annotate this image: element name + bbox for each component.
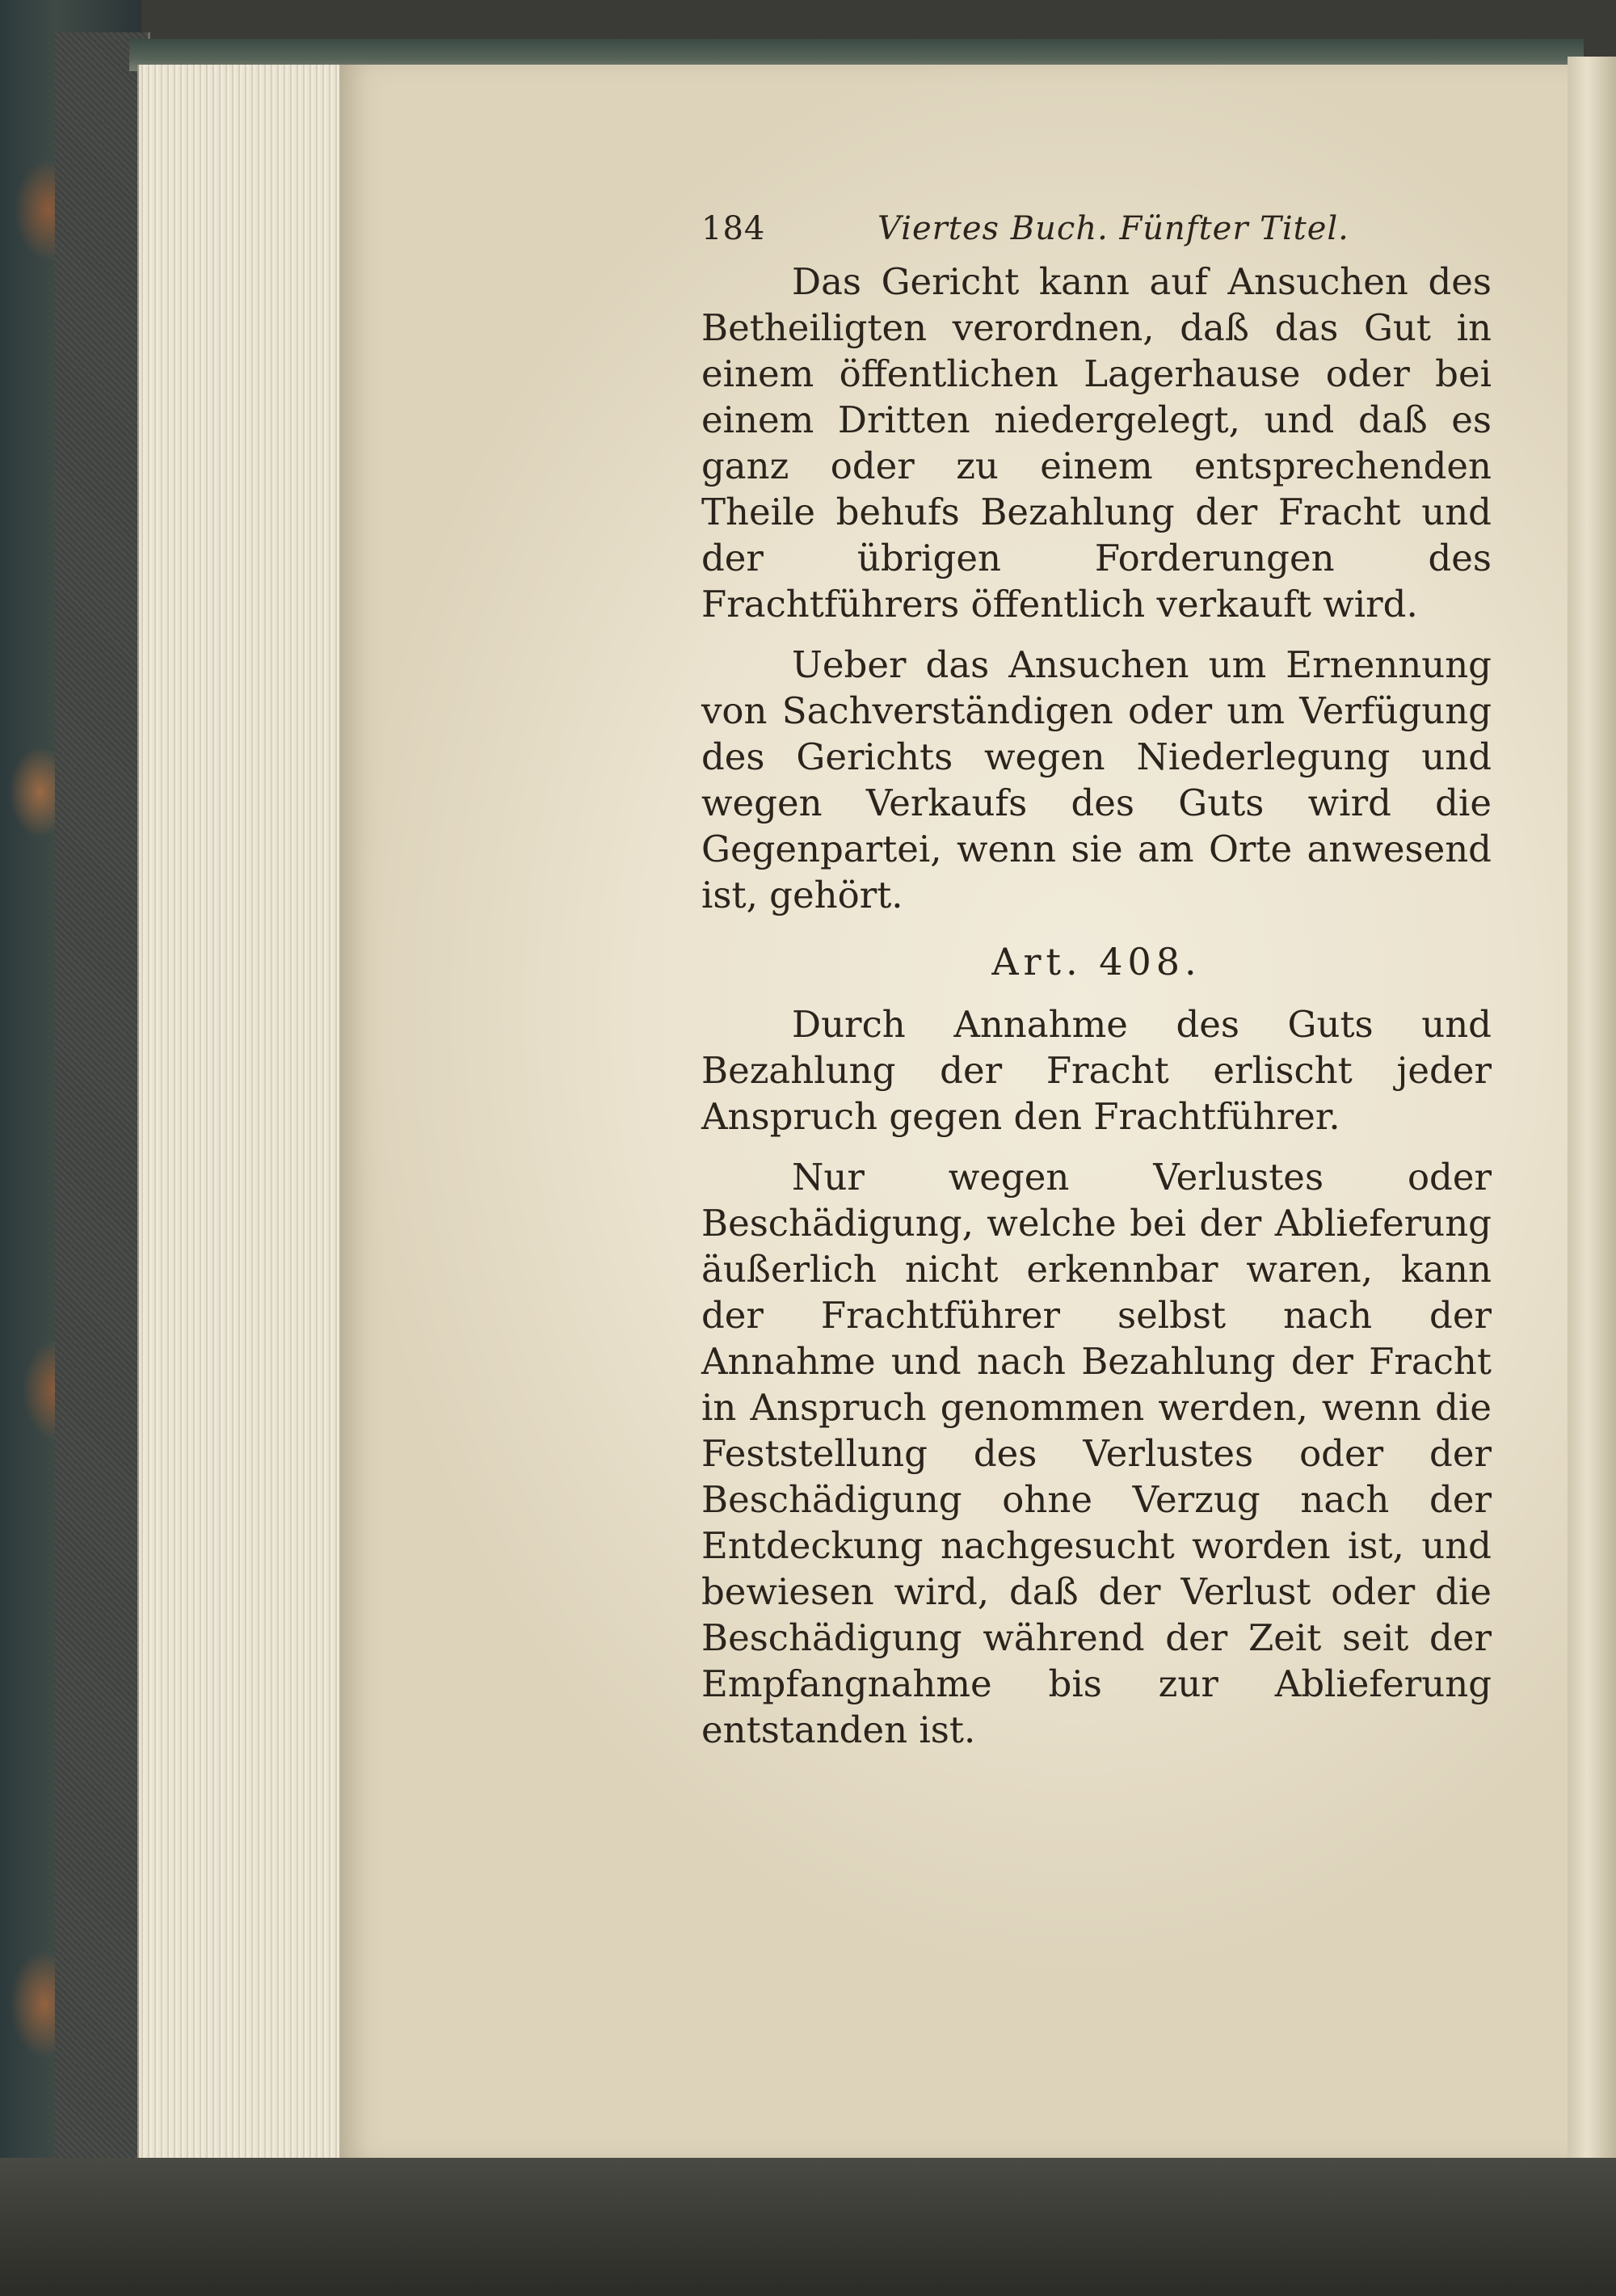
facing-page-edge [1568,57,1616,2174]
spine-cloth [55,32,150,2214]
bottom-shadow [0,2158,1616,2296]
body-text [701,259,1492,1753]
page-content [701,202,1492,1753]
paragraph: Ueber das Ansuchen um Ernennung von Sachverständigen oder um Verfügung des Gerichts wegen Niederlegung und wegen Verkaufs des Guts wird die Gegenpartei, wenn sie am Orte anwesend ist, gehört. [701,643,1492,916]
page-edges [137,65,341,2158]
paragraph: Nur wegen Verlustes oder Beschädigung, welche bei der Ablieferung äußerlich nicht erkennbar waren, kann der Frachtführer selbst nach der Annahme und nach Bezahlung der Fracht in Anspruch genommen werden, wenn die Feststellung des Verlustes oder der Beschädigung ohne Verzug nach der Entdeckung nachgesucht worden ist, und bewiesen wird, daß der Verlust oder die Beschädigung während der Zeit seit der Empfangnahme bis zur Ablieferung entstanden ist. [701,1156,1492,1751]
paragraph: Das Gericht kann auf Ansuchen des Betheiligten verordnen, daß das Gut in einem öffentlichen Lagerhause oder bei einem Dritten niedergelegt, und daß es ganz oder zu einem entsprechenden Theile behufs Bezahlung der Fracht und der übrigen Forderungen des Frachtführers öffentlich verkauft wird. [701,260,1492,626]
running-title: Viertes Buch. Fünfter Titel. [877,210,1349,247]
article-heading: Art. 408. [991,940,1201,984]
paragraph: Durch Annahme des Guts und Bezahlung der Fracht erlischt jeder Anspruch gegen den Frachtführer. [701,1003,1492,1138]
page-number: 184 [701,210,766,247]
running-header [701,202,1492,259]
